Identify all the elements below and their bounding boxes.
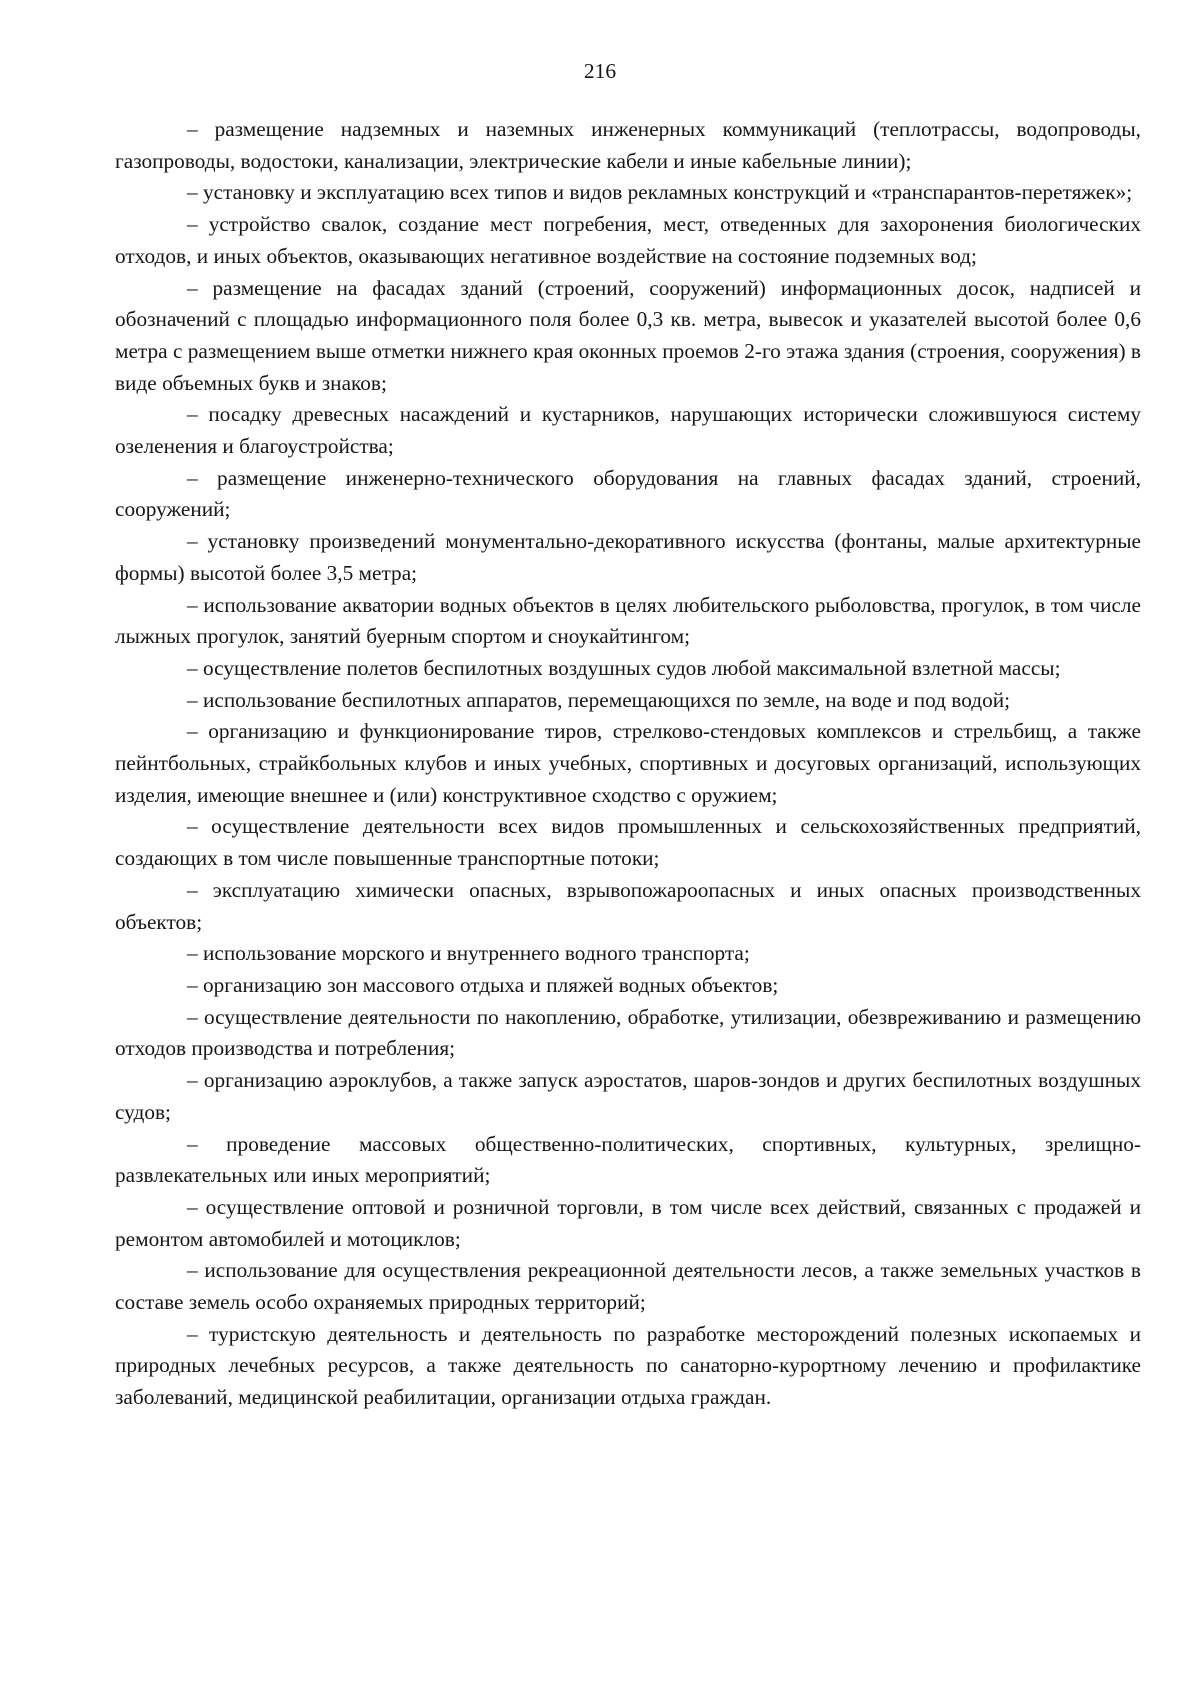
list-item: – эксплуатацию химически опасных, взрывопожароопасных и иных опасных производственных объектов; — [115, 877, 1141, 934]
restrictions-list — [115, 114, 1141, 1414]
list-item: – использование беспилотных аппаратов, перемещающихся по земле, на воде и под водой; — [187, 687, 1011, 712]
list-item: – установку и эксплуатацию всех типов и видов рекламных конструкций и «транспарантов-перетяжек»; — [187, 180, 1133, 205]
list-item: – организацию и функционирование тиров, стрелково-стендовых комплексов и стрельбищ, а также пейнтбольных, страйкбольных клубов и иных учебных, спортивных и досуговых организаций, использующих изделия, имеющие внешнее и (или) конструктивное сходство с оружием; — [115, 719, 1141, 807]
page-number: 216 — [583, 59, 617, 83]
list-item: – размещение надземных и наземных инженерных коммуникаций (теплотрассы, водопроводы, газопроводы, водостоки, канализации, электрические кабели и иные кабельные линии); — [115, 117, 1141, 173]
list-item: – устройство свалок, создание мест погребения, мест, отведенных для захоронения биологических отходов, и иных объектов, оказывающих негативное воздействие на состояние подземных вод; — [115, 212, 1141, 268]
list-item: – проведение массовых общественно-политических, спортивных, культурных, зрелищно-развлекательных или иных мероприятий; — [115, 1131, 1141, 1188]
list-item: – использование морского и внутреннего водного транспорта; — [187, 941, 750, 966]
list-item: – осуществление полетов беспилотных воздушных судов любой максимальной взлетной массы; — [187, 655, 1061, 680]
list-item: – осуществление деятельности по накоплению, обработке, утилизации, обезвреживанию и размещению отходов производства и потребления; — [115, 1004, 1141, 1061]
list-item: – использование для осуществления рекреационной деятельности лесов, а также земельных участков в составе земель особо охраняемых природных территорий; — [115, 1258, 1141, 1315]
list-item: – размещение на фасадах зданий (строений, сооружений) информационных досок, надписей и обозначений с площадью информационного поля более 0,3 кв. метра, вывесок и указателей высотой более 0,6 метра с размещением выше отметки нижнего края оконных проемов 2-го этажа здания (строения, сооружения) в виде объемных букв и знаков; — [115, 275, 1141, 395]
list-item: – использование акватории водных объектов в целях любительского рыболовства, прогулок, в том числе лыжных прогулок, занятий буерным спортом и сноукайтингом; — [115, 592, 1141, 649]
list-item: – осуществление оптовой и розничной торговли, в том числе всех действий, связанных с продажей и ремонтом автомобилей и мотоциклов; — [115, 1194, 1141, 1251]
list-item: – туристскую деятельность и деятельность по разработке месторождений полезных ископаемых и природных лечебных ресурсов, а также деятельность по санаторно-курортному лечению и профилактике заболеваний, медицинской реабилитации, организации отдыха граждан. — [115, 1321, 1141, 1410]
list-item: – осуществление деятельности всех видов промышленных и сельскохозяйственных предприятий, создающих в том числе повышенные транспортные потоки; — [115, 814, 1141, 871]
list-item: – установку произведений монументально-декоративного искусства (фонтаны, малые архитектурные формы) высотой более 3,5 метра; — [115, 529, 1141, 585]
list-item: – организацию зон массового отдыха и пляжей водных объектов; — [187, 972, 779, 997]
list-item: – организацию аэроклубов, а также запуск аэростатов, шаров-зондов и других беспилотных воздушных судов; — [115, 1068, 1141, 1124]
list-item: – размещение инженерно-технического оборудования на главных фасадах зданий, строений, сооружений; — [115, 465, 1141, 522]
list-item: – посадку древесных насаждений и кустарников, нарушающих исторически сложившуюся систему озеленения и благоустройства; — [115, 402, 1141, 459]
